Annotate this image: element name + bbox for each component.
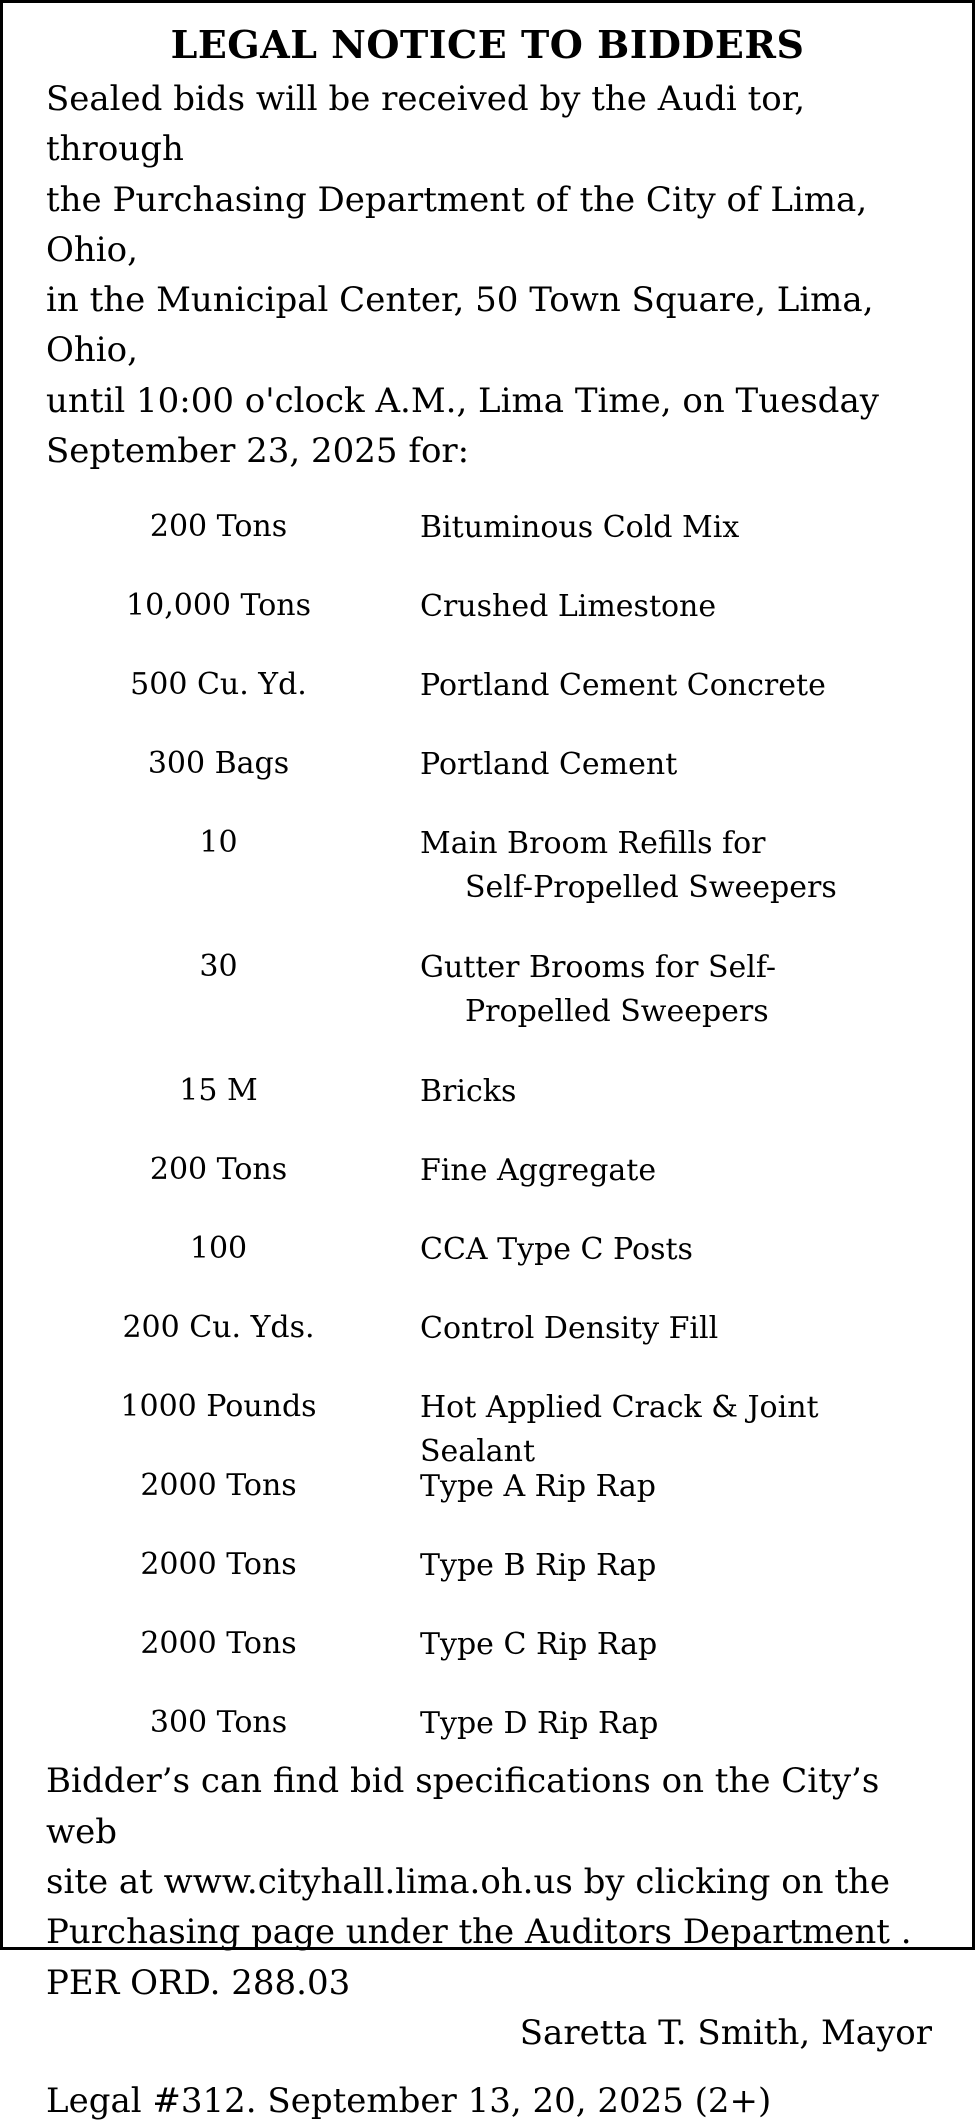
bid-item-description: CCA Type C Posts (420, 1232, 693, 1268)
bid-item-description-continuation: Propelled Sweepers (465, 994, 769, 1030)
bid-item (46, 1149, 929, 1228)
bid-item (46, 1070, 929, 1149)
bid-item-description: Control Density Fill (420, 1311, 719, 1347)
bid-item-description: Type C Rip Rap (420, 1627, 658, 1663)
intro-line: Sealed bids will be received by the Audi tor, through (46, 79, 806, 170)
specs-line: site at www.cityhall.lima.oh.us by clicking on the (46, 1861, 891, 1902)
bid-item-description-line: Main Broom Refills for (420, 826, 766, 862)
bid-item-description: Crushed Limestone (420, 589, 717, 625)
signature-line: Saretta T. Smith, Mayor (519, 2012, 932, 2053)
bid-item-description-continuation: Self-Propelled Sweepers (465, 870, 837, 906)
bid-item (46, 664, 929, 743)
specifications-paragraph (46, 1756, 929, 2007)
bid-item (46, 1623, 929, 1702)
bid-item-quantity: 1000 Pounds (120, 1389, 317, 1425)
bid-item-quantity: 100 (189, 1231, 248, 1267)
intro-paragraph (46, 74, 929, 476)
specs-line: Bidder’s can find bid specifications on the City’s web (46, 1761, 880, 1852)
bid-item-description: Bricks (420, 1074, 517, 1110)
bid-item-description-line: Gutter Brooms for Self- (420, 950, 777, 986)
bid-item (46, 822, 929, 946)
bid-item-quantity: 500 Cu. Yd. (130, 667, 307, 703)
bid-item (46, 743, 929, 822)
bid-item-description: Type D Rip Rap (420, 1706, 659, 1742)
bid-item-description (420, 946, 940, 1034)
bid-item-description: Fine Aggregate (420, 1153, 657, 1189)
bid-item (46, 585, 929, 664)
bid-item-quantity: 200 Tons (149, 1152, 288, 1188)
bid-item-quantity: 10,000 Tons (126, 588, 311, 624)
bid-item-description: Hot Applied Crack & Joint Sealant (420, 1390, 819, 1470)
bid-item-description: Type B Rip Rap (420, 1548, 657, 1584)
bid-items-list (46, 506, 929, 1758)
bid-item (46, 1228, 929, 1307)
bid-item-quantity: 2000 Tons (140, 1468, 297, 1504)
intro-line: September 23, 2025 for: (46, 431, 470, 472)
intro-line: until 10:00 o'clock A.M., Lima Time, on Tuesday (46, 380, 879, 421)
intro-line: the Purchasing Department of the City of Lima, Ohio, (46, 179, 868, 270)
bid-item-description: Type A Rip Rap (420, 1469, 656, 1505)
bid-item-quantity: 200 Cu. Yds. (122, 1310, 315, 1346)
bid-item (46, 1702, 929, 1758)
bid-item-quantity: 300 Bags (147, 746, 290, 782)
notice-title: LEGAL NOTICE TO BIDDERS (170, 22, 805, 67)
bid-item (46, 1307, 929, 1386)
bid-item-quantity: 2000 Tons (140, 1547, 297, 1583)
bid-item (46, 1544, 929, 1623)
bid-item-description: Portland Cement Concrete (420, 668, 826, 704)
bid-item-quantity: 10 (199, 825, 238, 861)
bid-item-quantity: 200 Tons (149, 509, 288, 545)
bid-item-quantity: 30 (199, 949, 238, 985)
bid-item-quantity: 15 M (179, 1073, 258, 1109)
specs-line: PER ORD. 288.03 (46, 1962, 351, 2003)
bid-item-description: Portland Cement (420, 747, 678, 783)
bid-item (46, 1386, 929, 1470)
specs-line: Purchasing page under the Auditors Department . (46, 1912, 912, 1953)
bid-item-description (420, 822, 940, 910)
bid-item (46, 1465, 929, 1544)
bid-item-description: Bituminous Cold Mix (420, 510, 740, 546)
bid-item (46, 506, 929, 585)
bid-item (46, 946, 929, 1070)
intro-line: in the Municipal Center, 50 Town Square, Lima, Ohio, (46, 280, 874, 371)
bid-item-quantity: 300 Tons (149, 1705, 288, 1741)
bid-item-quantity: 2000 Tons (140, 1626, 297, 1662)
legal-reference: Legal #312. September 13, 20, 2025 (2+) (46, 2080, 772, 2121)
